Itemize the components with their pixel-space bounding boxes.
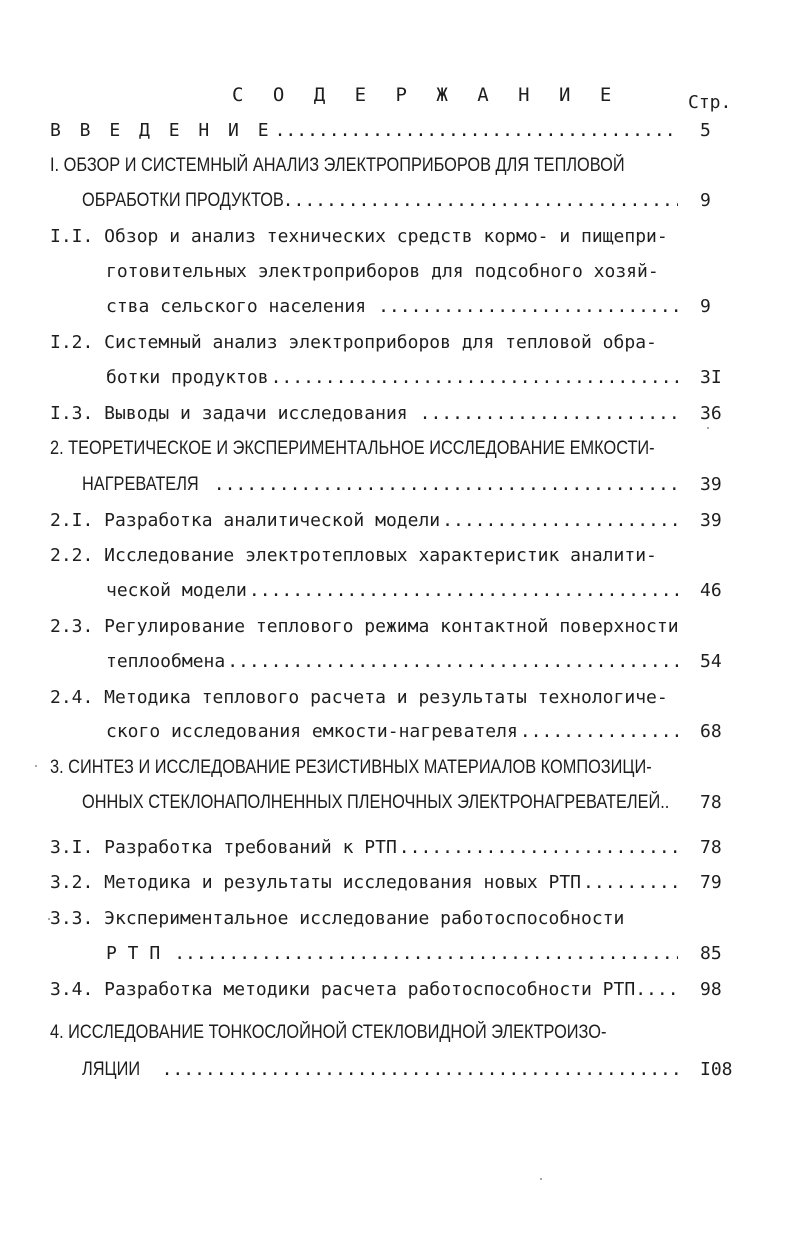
toc-entry-text: В В Е Д Е Н И Е <box>50 120 273 141</box>
toc-entry-2-4-cont <box>106 719 678 745</box>
toc-entry-1-1[interactable] <box>50 224 668 250</box>
toc-entry-text: ства сельского населения <box>106 296 367 317</box>
toc-entry-text: 4. ИССЛЕДОВАНИЕ ТОНКОСЛОЙНОЙ СТЕКЛОВИДНОЙ ЭЛЕКТРОИЗО- <box>50 1022 607 1043</box>
toc-entry-1-2[interactable] <box>50 330 657 356</box>
toc-page-number: 39 <box>700 474 722 495</box>
toc-entry-chapter-2-cont <box>82 472 678 498</box>
toc-page-number: 39 <box>700 510 722 531</box>
dot-leader <box>227 649 678 675</box>
toc-entry-1-1-cont <box>106 259 659 285</box>
dot-leader <box>214 472 678 498</box>
toc-page-number: 78 <box>700 792 722 813</box>
toc-entry-text: НАГРЕВАТЕЛЯ <box>82 474 199 495</box>
toc-entry-2-1[interactable] <box>50 508 678 534</box>
toc-page-number: 85 <box>700 943 722 964</box>
toc-entry-text: 2.I. Разработка аналитической модели <box>50 510 441 531</box>
toc-entry-3-1[interactable] <box>50 835 678 861</box>
toc-entry-text: 3.I. Разработка требований к РТП <box>50 837 397 858</box>
dot-leader <box>174 941 678 967</box>
toc-entry-3-3-cont <box>106 941 678 967</box>
toc-entry-introduction[interactable] <box>50 118 678 144</box>
dot-leader <box>162 1057 678 1083</box>
toc-entry-text: 2.3. Регулирование теплового режима контактной поверхности <box>50 616 679 637</box>
toc-entry-chapter-1[interactable] <box>50 153 718 179</box>
toc-entry-text: 3. СИНТЕЗ И ИССЛЕДОВАНИЕ РЕЗИСТИВНЫХ МАТЕРИАЛОВ КОМПОЗИЦИ- <box>50 757 652 778</box>
toc-entry-text: ОБРАБОТКИ ПРОДУКТОВ <box>82 190 284 211</box>
toc-entry-2-2-cont <box>106 578 678 604</box>
toc-entry-chapter-3-cont <box>82 790 765 816</box>
toc-title: С О Д Е Р Ж А Н И Е <box>232 84 621 106</box>
toc-entry-text: I.I. Обзор и анализ технических средств кормо- и пищепри- <box>50 226 668 247</box>
toc-page-number: 9 <box>700 296 711 317</box>
toc-entry-3-2[interactable] <box>50 870 678 896</box>
toc-entry-chapter-3[interactable] <box>50 755 750 781</box>
toc-entry-chapter-4[interactable] <box>50 1020 697 1046</box>
toc-entry-1-3[interactable] <box>50 401 678 427</box>
toc-entry-text: 2.2. Исследование электротепловых характеристик аналити- <box>50 545 657 566</box>
toc-entry-3-4[interactable] <box>50 977 679 1003</box>
toc-entry-1-1-cont2 <box>106 294 678 320</box>
dot-leader <box>249 578 678 604</box>
dot-leader <box>583 870 678 896</box>
toc-page-number: 36 <box>700 403 722 424</box>
toc-entry-text: 3.4. Разработка методики расчета работоспособности РТП.... <box>50 979 679 1000</box>
scan-speck <box>707 427 709 429</box>
toc-entry-text: I. ОБЗОР И СИСТЕМНЫЙ АНАЛИЗ ЭЛЕКТРОПРИБОРОВ ДЛЯ ТЕПЛОВОЙ <box>50 155 625 176</box>
toc-entry-text: теплообмена <box>106 651 226 672</box>
dot-leader <box>275 118 678 144</box>
dot-leader <box>442 508 678 534</box>
toc-page-number: 5 <box>700 120 711 141</box>
toc-entry-2-4[interactable] <box>50 685 668 711</box>
toc-entry-text: 2.4. Методика теплового расчета и результаты технологиче- <box>50 687 668 708</box>
toc-page-number: 79 <box>700 872 722 893</box>
toc-page-number: 9 <box>700 190 711 211</box>
scan-speck <box>35 765 37 767</box>
page-column-label: Стр. <box>688 92 732 113</box>
toc-entry-text: Р Т П <box>106 943 161 964</box>
dot-leader <box>283 188 678 214</box>
toc-entry-chapter-4-cont <box>82 1057 678 1083</box>
dot-leader <box>520 719 678 745</box>
toc-entry-chapter-2[interactable] <box>50 436 753 462</box>
toc-page-number: 78 <box>700 837 722 858</box>
toc-page-number: 46 <box>700 580 722 601</box>
toc-entry-text: готовительных электроприборов для подсобного хозяй- <box>106 261 659 282</box>
toc-entry-chapter-1-cont[interactable] <box>82 188 678 214</box>
toc-entry-text: ОННЫХ СТЕКЛОНАПОЛНЕННЫХ ПЛЕНОЧНЫХ ЭЛЕКТРОНАГРЕВАТЕЛЕЙ.. <box>82 792 670 813</box>
toc-entry-text: ЛЯЦИИ <box>82 1059 141 1080</box>
dot-leader <box>378 294 678 320</box>
toc-entry-2-3-cont <box>106 649 678 675</box>
toc-entry-text: I.3. Выводы и задачи исследования <box>50 403 408 424</box>
dot-leader <box>420 401 678 427</box>
toc-entry-text: I.2. Системный анализ электроприборов для тепловой обра- <box>50 332 657 353</box>
toc-page-number: 3I <box>700 367 722 388</box>
toc-entry-text: ботки продуктов <box>106 367 269 388</box>
toc-entry-text: ческой модели <box>106 580 247 601</box>
toc-entry-text: 3.3. Экспериментальное исследование работоспособности <box>50 908 625 929</box>
toc-page-number: 98 <box>700 979 722 1000</box>
dot-leader <box>399 835 678 861</box>
toc-entry-2-3[interactable] <box>50 614 679 640</box>
toc-page-number: I08 <box>700 1059 733 1080</box>
toc-entry-3-3[interactable] <box>50 906 624 932</box>
toc-page-number: 54 <box>700 651 722 672</box>
toc-entry-text: 3.2. Методика и результаты исследования новых РТП <box>50 872 582 893</box>
toc-entry-2-2[interactable] <box>50 543 657 569</box>
dot-leader <box>271 365 678 391</box>
toc-entry-text: 2. ТЕОРЕТИЧЕСКОЕ И ЭКСПЕРИМЕНТАЛЬНОЕ ИССЛЕДОВАНИЕ ЕМКОСТИ- <box>50 438 655 459</box>
scan-speck <box>540 1178 542 1180</box>
toc-page-number: 68 <box>700 721 722 742</box>
scan-speck <box>48 918 50 920</box>
toc-entry-1-2-cont <box>106 365 678 391</box>
toc-entry-text: ского исследования емкости-нагревателя <box>106 721 518 742</box>
